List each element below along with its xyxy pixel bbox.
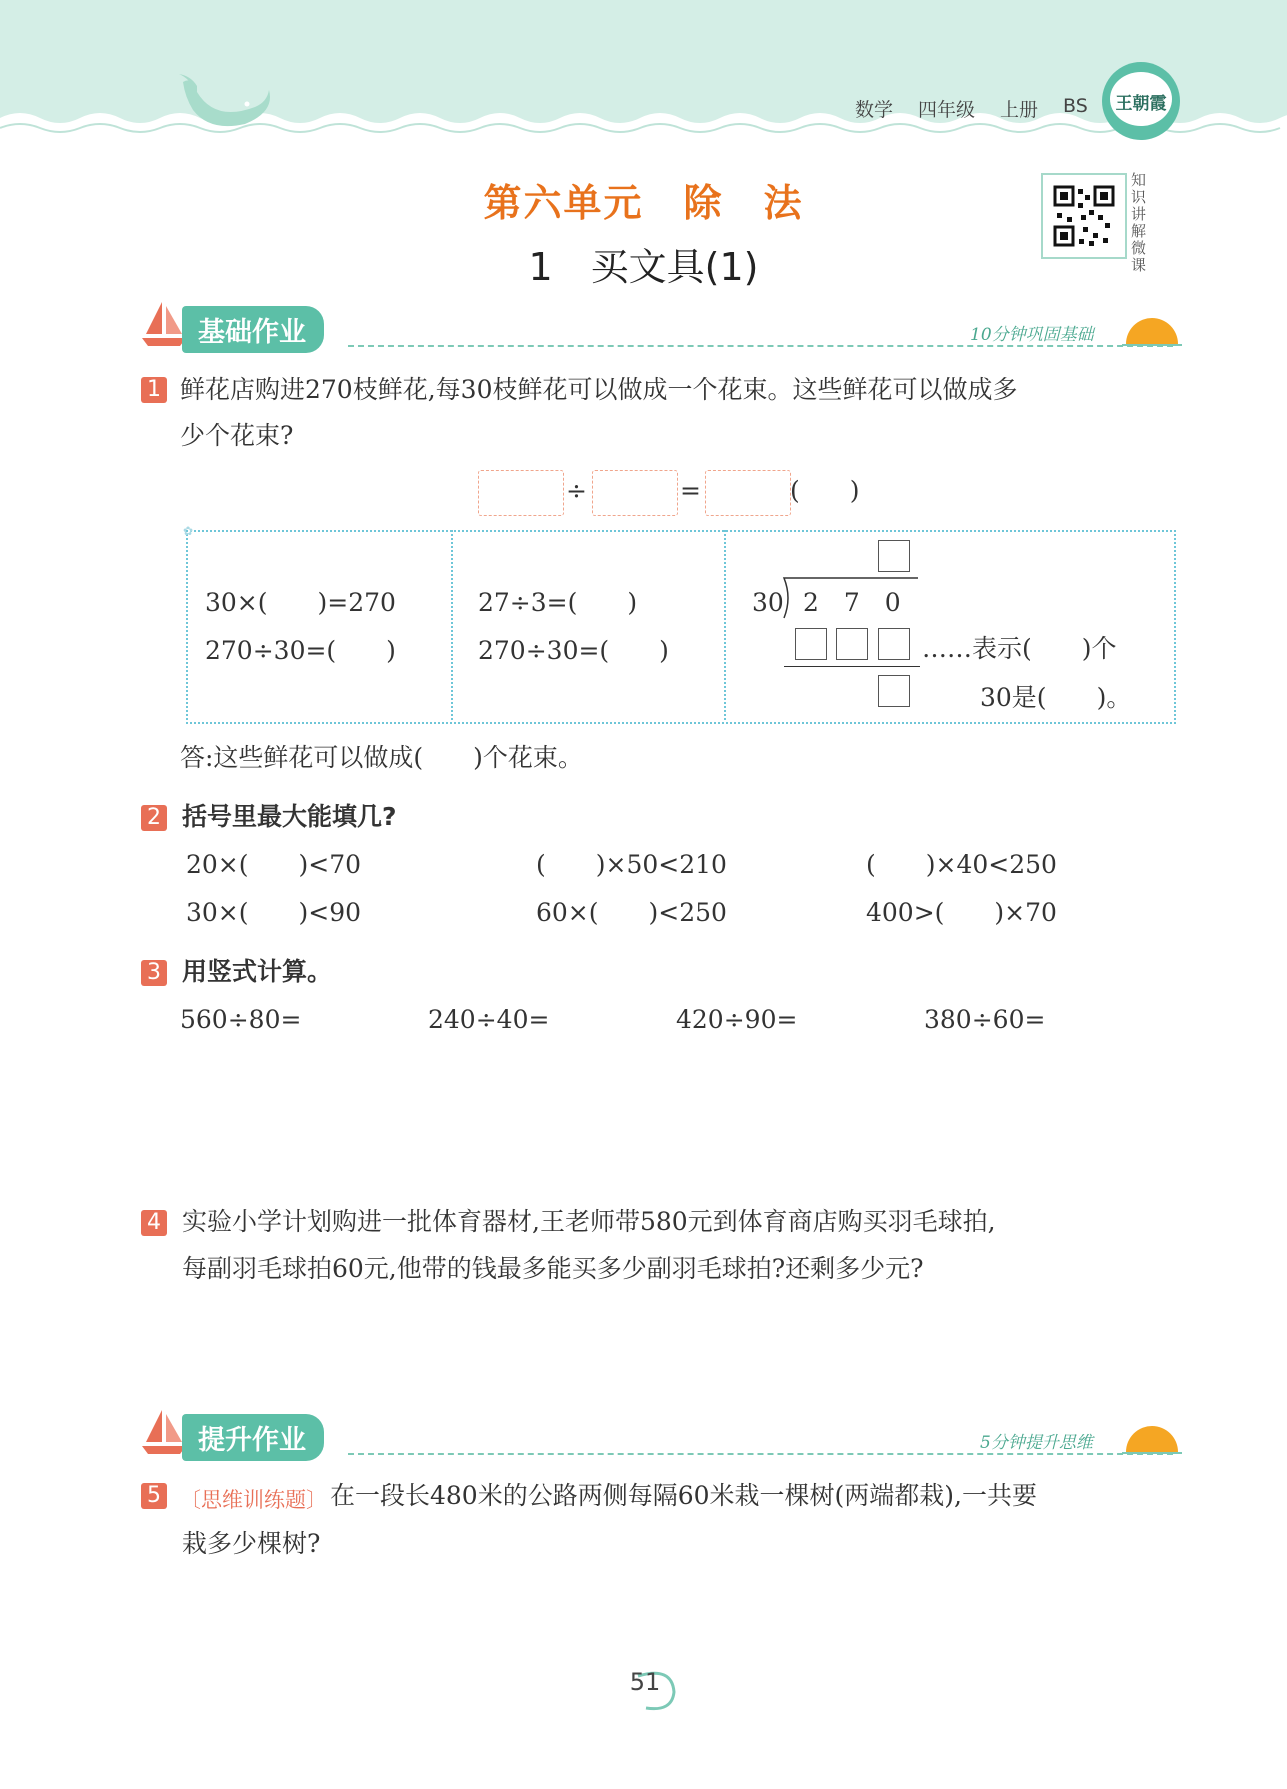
long-division-note-2[interactable]: 30是( )。 — [980, 683, 1132, 712]
grade-label: 四年级 — [918, 99, 976, 121]
question-1-line1: 鲜花店购进270枝鲜花,每30枝鲜花可以做成一个花束。这些鲜花可以做成多 — [180, 375, 1018, 404]
question-1-line2: 少个花束? — [180, 421, 294, 450]
q3-item-1[interactable]: 560÷80= — [180, 1005, 302, 1034]
qr-code[interactable] — [1041, 173, 1127, 259]
question-4-line1: 实验小学计划购进一批体育器材,王老师带580元到体育商店购买羽毛球拍, — [182, 1207, 996, 1236]
calc-1-line2[interactable]: 270÷30=( ) — [205, 636, 396, 665]
section-basic-time: 10分钟巩固基础 — [970, 325, 1094, 345]
brand-logo — [1102, 62, 1180, 140]
unit-title: 第六单元 除 法 — [483, 181, 804, 225]
question-5-line1: 在一段长480米的公路两侧每隔60米栽一棵树(两端都栽),一共要 — [330, 1481, 1037, 1510]
sunset-icon — [1122, 312, 1182, 348]
question-1-answer[interactable]: 答:这些鲜花可以做成( )个花束。 — [180, 743, 583, 772]
calc-2-line1[interactable]: 27÷3=( ) — [478, 588, 638, 617]
qr-code-pattern — [1043, 175, 1125, 257]
question-3-title: 用竖式计算。 — [182, 957, 333, 986]
division-sign: ÷ — [566, 476, 587, 505]
calc-2-line2[interactable]: 270÷30=( ) — [478, 636, 669, 665]
q2-item-5[interactable]: 60×( )<250 — [536, 898, 727, 927]
q2-item-6[interactable]: 400>( )×70 — [866, 898, 1057, 927]
section-advanced-divider — [348, 1453, 1173, 1455]
q2-item-1[interactable]: 20×( )<70 — [186, 850, 362, 879]
calc-1-line1[interactable]: 30×( )=270 — [205, 588, 396, 617]
answer-box-dividend[interactable] — [478, 470, 564, 516]
lesson-title: 1 买文具(1) — [528, 245, 759, 289]
long-division-divisor: 30 — [752, 588, 784, 617]
q3-item-4[interactable]: 380÷60= — [924, 1005, 1046, 1034]
question-3-number: 3 — [141, 960, 167, 986]
question-4-number: 4 — [141, 1210, 167, 1236]
long-division-line — [784, 666, 920, 667]
unit-blank[interactable]: ( ) — [790, 476, 860, 505]
equals-sign: = — [680, 476, 701, 505]
section-advanced-time: 5分钟提升思维 — [980, 1433, 1093, 1453]
product-box-3[interactable] — [878, 628, 910, 660]
whale-icon — [175, 72, 275, 132]
volume-label: 上册 — [1000, 99, 1039, 121]
long-division-note-1[interactable]: ……表示( )个 — [922, 634, 1117, 663]
q2-item-4[interactable]: 30×( )<90 — [186, 898, 362, 927]
q3-item-3[interactable]: 420÷90= — [676, 1005, 798, 1034]
question-5-line2: 栽多少棵树? — [182, 1529, 321, 1558]
subject-label: 数学 — [855, 99, 894, 121]
remainder-box[interactable] — [878, 675, 910, 707]
page-number: 51 — [629, 1668, 661, 1696]
q3-item-2[interactable]: 240÷40= — [428, 1005, 550, 1034]
section-basic-divider — [348, 345, 1173, 347]
long-division-dividend: 2 7 0 — [803, 588, 901, 617]
brand-logo-text: 王朝霞 — [1115, 94, 1167, 114]
calc-divider-2 — [724, 530, 726, 720]
question-4-line2: 每副羽毛球拍60元,他带的钱最多能买多少副羽毛球拍?还剩多少元? — [182, 1254, 924, 1283]
question-5-number: 5 — [141, 1483, 167, 1509]
flower-icon: ✿ — [183, 524, 194, 538]
qr-label: 知识讲解微课 — [1131, 171, 1147, 274]
product-box-1[interactable] — [795, 628, 827, 660]
question-2-number: 2 — [141, 805, 167, 831]
section-advanced-label: 提升作业 — [182, 1414, 324, 1461]
calc-divider-1 — [451, 530, 453, 720]
answer-box-divisor[interactable] — [592, 470, 678, 516]
q2-item-2[interactable]: ( )×50<210 — [536, 850, 727, 879]
product-box-2[interactable] — [836, 628, 868, 660]
question-5-tag: 〔思维训练题〕 — [180, 1488, 327, 1512]
quotient-box[interactable] — [878, 540, 910, 572]
edition-label: BS — [1063, 95, 1088, 117]
sunset-icon — [1122, 1420, 1182, 1456]
section-basic-label: 基础作业 — [182, 306, 324, 353]
question-1-number: 1 — [141, 377, 167, 403]
answer-box-quotient[interactable] — [705, 470, 791, 516]
q2-item-3[interactable]: ( )×40<250 — [866, 850, 1057, 879]
question-2-title: 括号里最大能填几? — [182, 802, 397, 831]
